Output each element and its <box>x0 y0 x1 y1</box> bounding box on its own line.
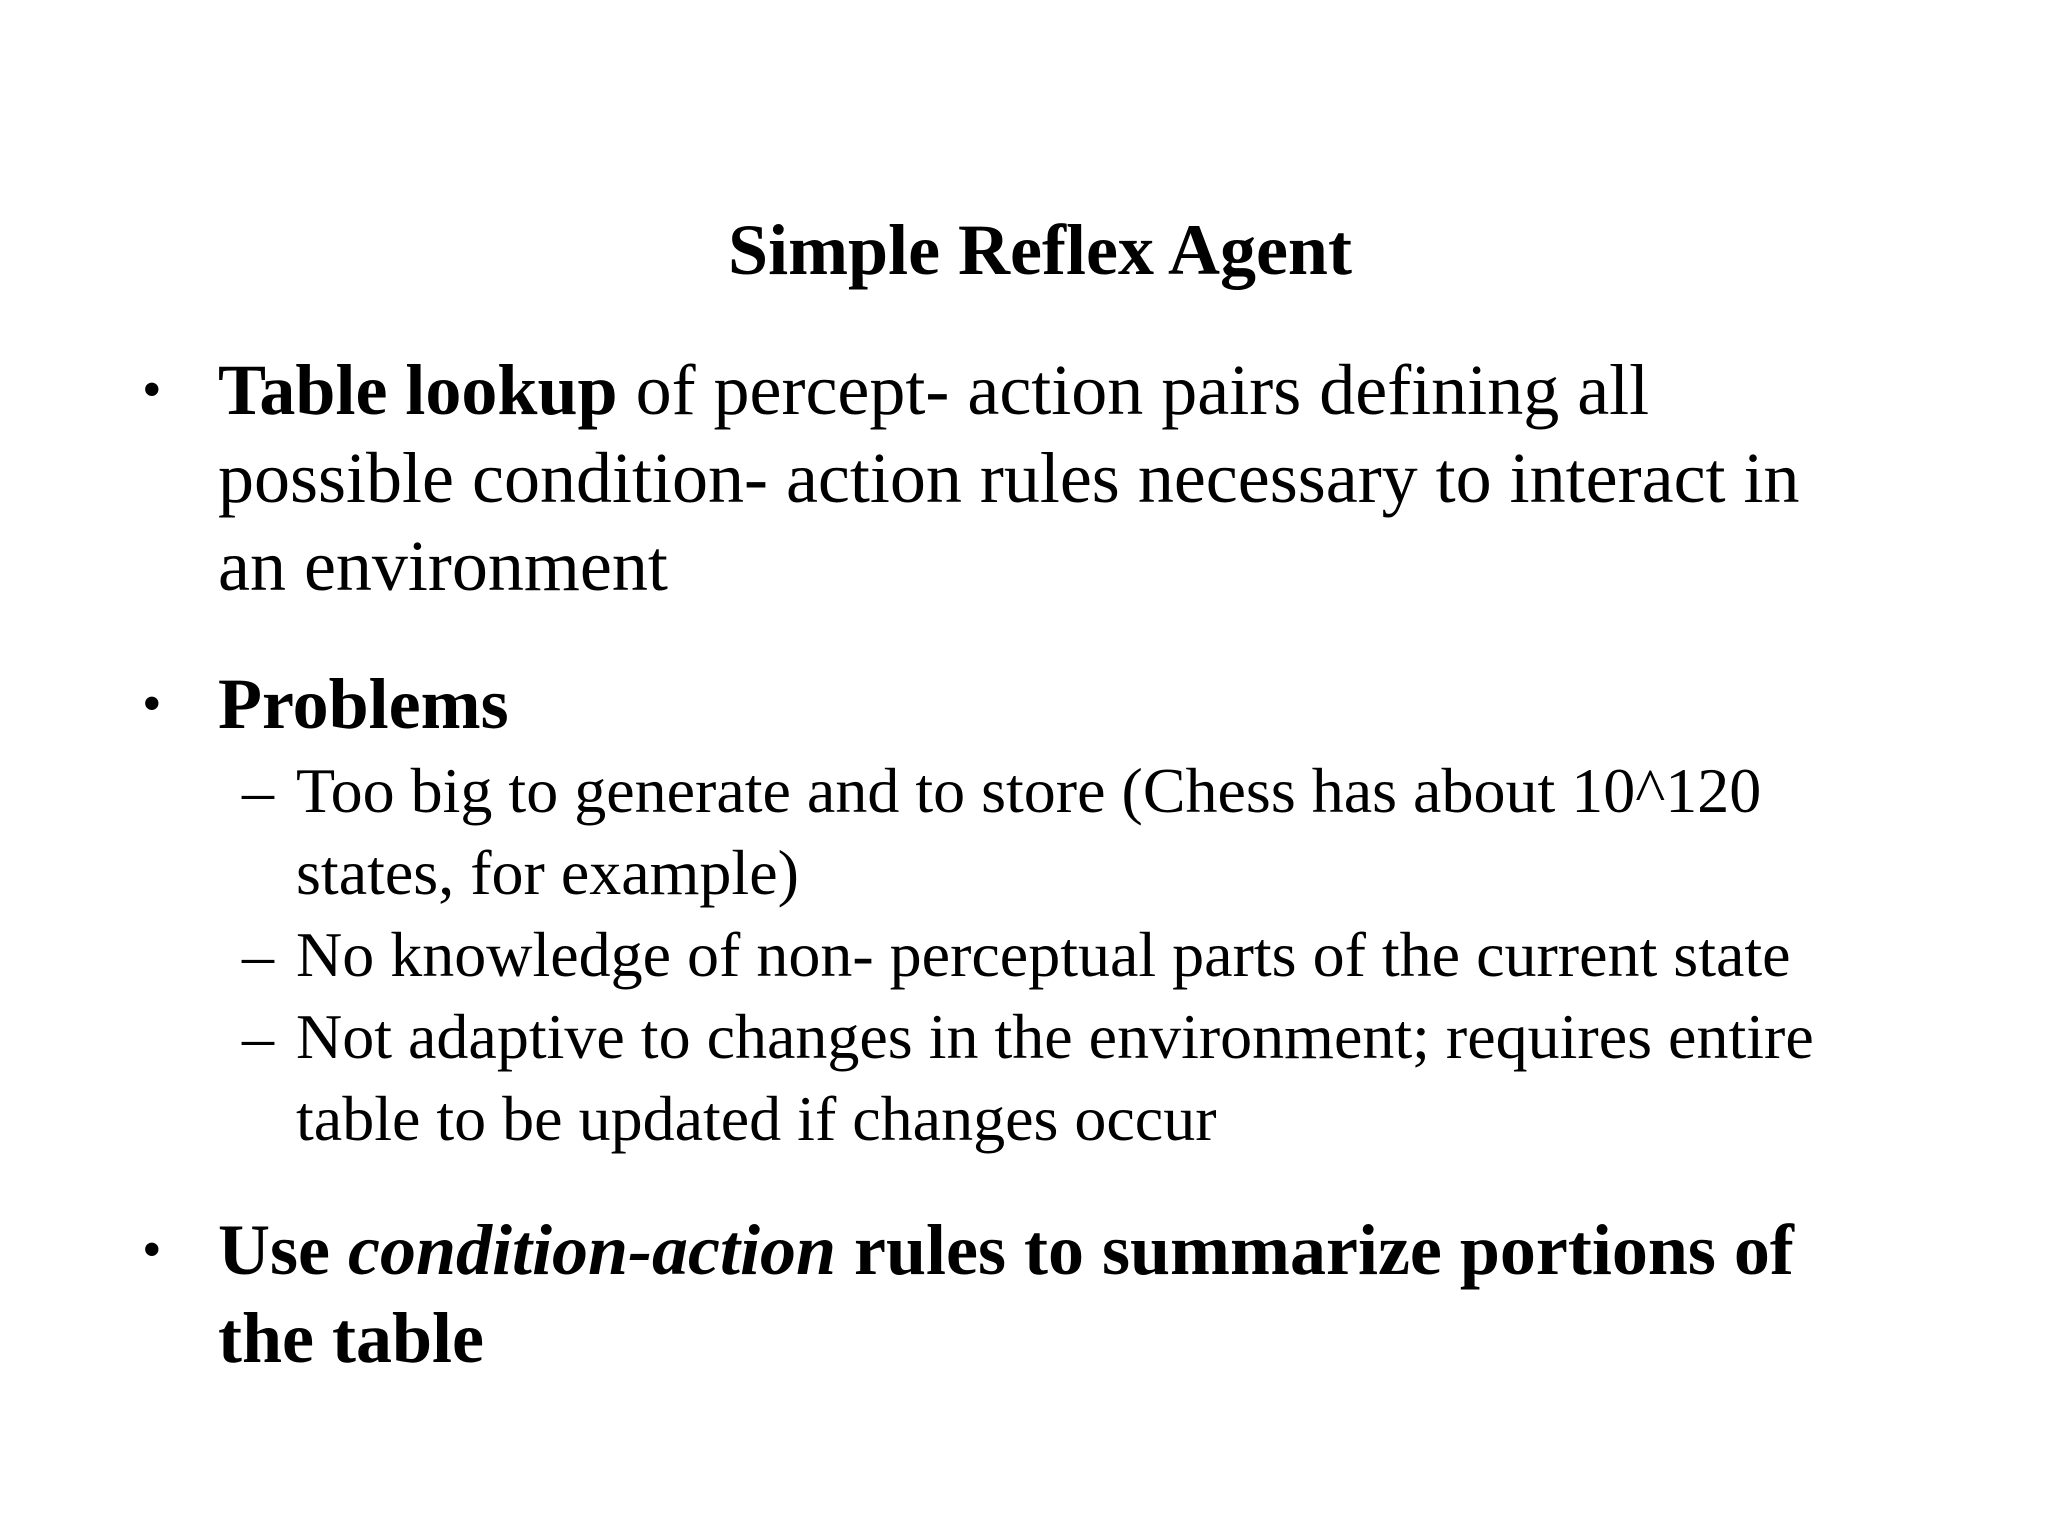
bullet-line: an environment <box>218 526 668 606</box>
bullet-marker: • <box>142 359 162 421</box>
bullet-text: Use <box>218 1210 348 1290</box>
sub-item-marker: – <box>242 755 274 826</box>
bullet-heading: Problems <box>218 664 509 744</box>
bullet-line: the table <box>218 1298 484 1378</box>
sub-item-line: No knowledge of non- perceptual parts of the current state <box>296 919 1791 990</box>
bullet-text: of percept- action pairs defining all <box>617 350 1650 430</box>
sub-item-line: states, for example) <box>296 837 799 908</box>
slide-title: Simple Reflex Agent <box>728 210 1352 290</box>
bullet-table-lookup <box>142 346 1978 610</box>
bullet-bold-term: Table lookup <box>218 350 618 430</box>
sub-item-marker: – <box>242 1001 274 1072</box>
bullet-marker: • <box>142 1219 162 1281</box>
bullet-italic-term: condition-action <box>347 1210 837 1290</box>
bullet-line: possible condition- action rules necessary to interact in <box>218 438 1800 518</box>
sub-item-no-knowledge <box>242 914 1986 996</box>
sub-item-line: Too big to generate and to store (Chess has about 10^120 <box>296 755 1762 826</box>
sub-item-line: Not adaptive to changes in the environment; requires entire <box>296 1001 1814 1072</box>
bullet-text: rules to summarize portions of <box>836 1210 1794 1290</box>
sub-item-marker: – <box>242 919 274 990</box>
bullet-problems <box>142 660 1978 748</box>
sub-item-too-big <box>242 750 1986 914</box>
bullet-line <box>218 346 1978 434</box>
sub-item-line: table to be updated if changes occur <box>296 1083 1217 1154</box>
bullet-marker: • <box>142 673 162 735</box>
bullet-line <box>218 1206 1978 1294</box>
bullet-condition-action <box>142 1206 1978 1382</box>
sub-item-not-adaptive <box>242 996 1986 1160</box>
